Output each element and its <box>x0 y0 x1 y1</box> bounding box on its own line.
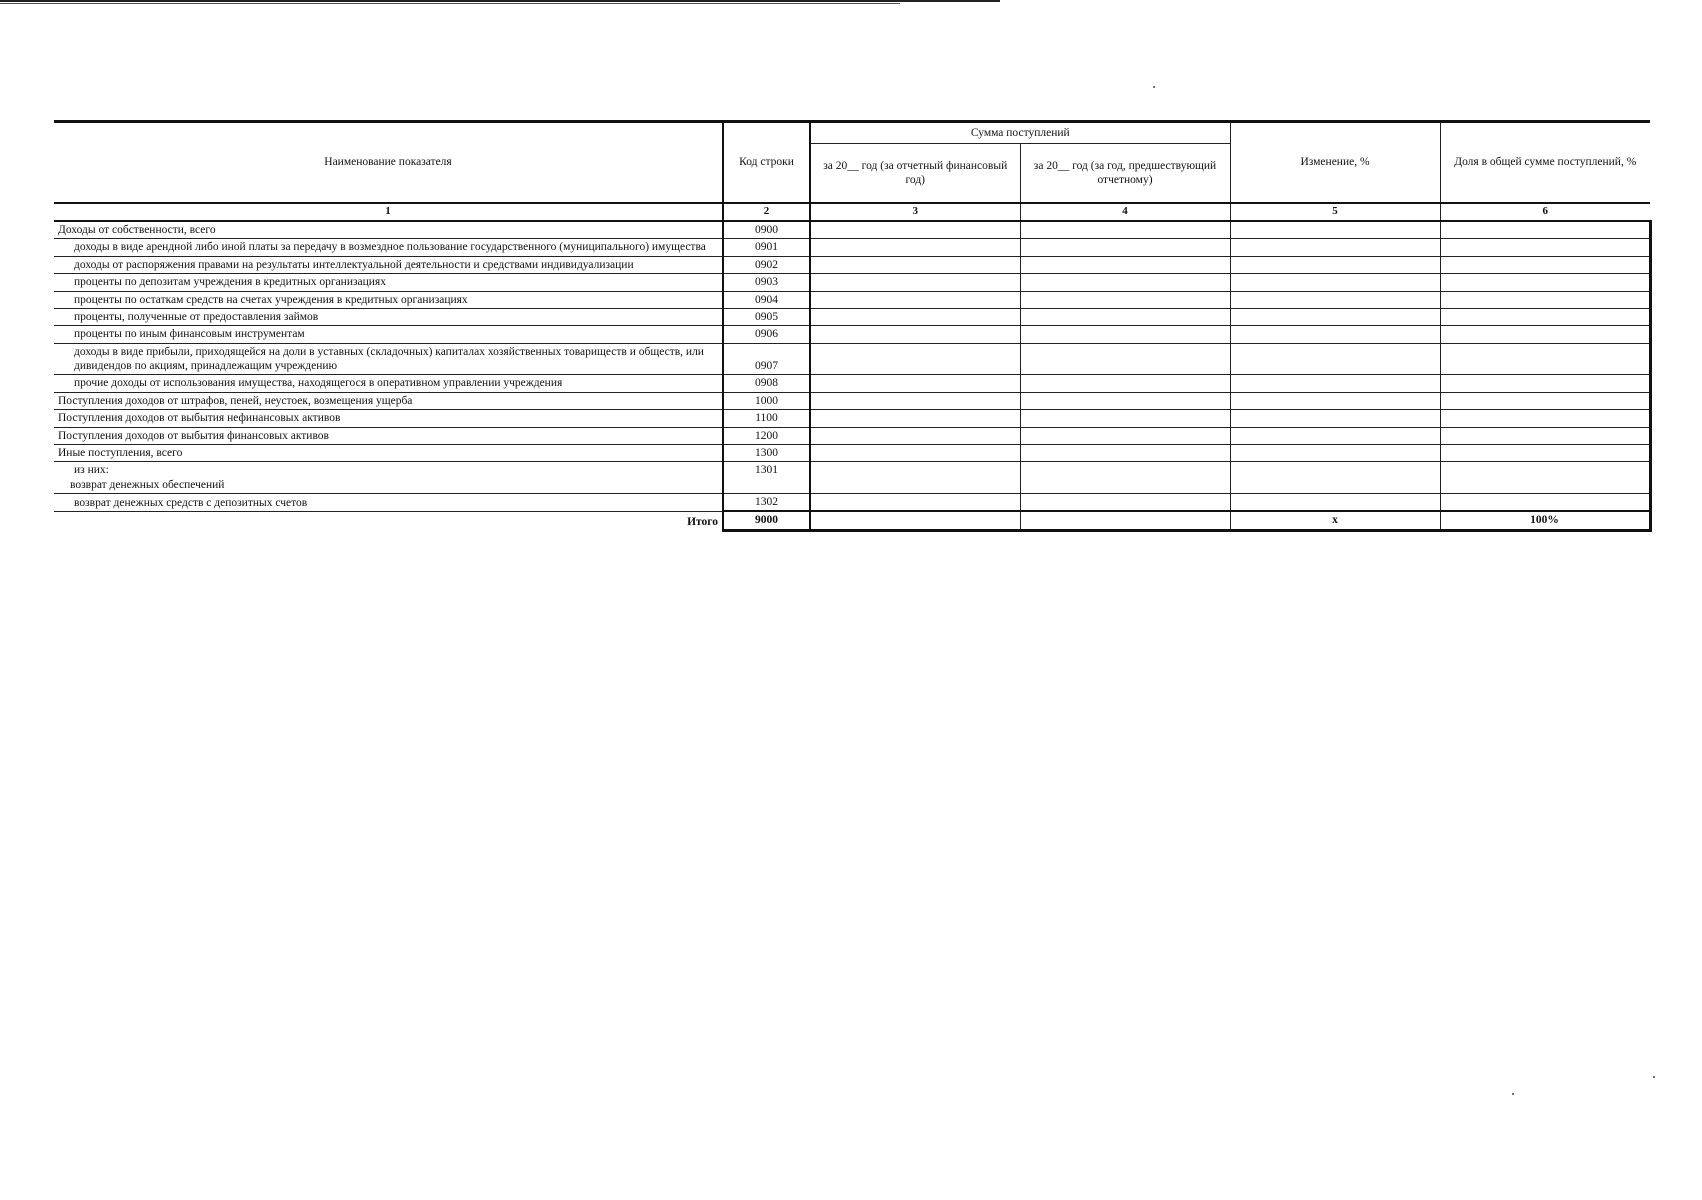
cell-change[interactable] <box>1230 494 1440 512</box>
row-code: 1000 <box>723 392 810 409</box>
table-row <box>54 343 1650 375</box>
row-label: доходы в виде арендной либо иной платы за передачу в возмездное пользование государственного (муниципального) имущества <box>54 239 723 256</box>
cell-previous-year[interactable] <box>1020 392 1230 409</box>
row-label: доходы в виде прибыли, приходящейся на доли в уставных (складочных) капиталах хозяйственных товариществ и обществ, или дивидендов по акциям, принадлежащим учреждению <box>54 343 723 375</box>
cell-previous-year[interactable] <box>1020 256 1230 273</box>
cell-reporting-year[interactable] <box>810 274 1020 291</box>
scan-speck <box>1653 1076 1655 1078</box>
cell-reporting-year[interactable] <box>810 291 1020 308</box>
cell-share[interactable] <box>1440 274 1650 291</box>
row-label: Поступления доходов от штрафов, пеней, неустоек, возмещения ущерба <box>54 392 723 409</box>
total-change: x <box>1230 511 1440 530</box>
row-label-line: возврат денежных обеспечений <box>70 478 225 491</box>
cell-share[interactable] <box>1440 462 1650 494</box>
total-row <box>54 511 1650 530</box>
header-code: Код строки <box>723 122 810 204</box>
row-label: прочие доходы от использования имущества, находящегося в оперативном управлении учреждения <box>54 375 723 392</box>
cell-previous-year[interactable] <box>1020 239 1230 256</box>
table-row <box>54 326 1650 343</box>
cell-change[interactable] <box>1230 444 1440 461</box>
cell-share[interactable] <box>1440 291 1650 308</box>
cell-share[interactable] <box>1440 221 1650 239</box>
table-row <box>54 462 1650 494</box>
cell-previous-year[interactable] <box>1020 375 1230 392</box>
cell-previous-year[interactable] <box>1020 221 1230 239</box>
cell-share[interactable] <box>1440 427 1650 444</box>
column-number: 5 <box>1230 203 1440 221</box>
cell-previous-year[interactable] <box>1020 343 1230 375</box>
row-code: 0904 <box>723 291 810 308</box>
row-label: Поступления доходов от выбытия нефинансовых активов <box>54 410 723 427</box>
cell-reporting-year[interactable] <box>810 392 1020 409</box>
table-row <box>54 375 1650 392</box>
table-row <box>54 274 1650 291</box>
cell-previous-year[interactable] <box>1020 274 1230 291</box>
cell-share[interactable] <box>1440 308 1650 325</box>
cell-change[interactable] <box>1230 308 1440 325</box>
cell-reporting-year[interactable] <box>810 444 1020 461</box>
cell-change[interactable] <box>1230 343 1440 375</box>
scan-speck <box>1512 1093 1514 1095</box>
cell-share[interactable] <box>1440 410 1650 427</box>
row-code: 1100 <box>723 410 810 427</box>
cell-previous-year[interactable] <box>1020 427 1230 444</box>
table-row <box>54 239 1650 256</box>
table-row <box>54 308 1650 325</box>
row-label: проценты, полученные от предоставления займов <box>54 308 723 325</box>
income-report-table <box>54 120 1652 532</box>
header-change: Изменение, % <box>1230 122 1440 204</box>
row-code: 0903 <box>723 274 810 291</box>
cell-previous-year[interactable] <box>1020 444 1230 461</box>
cell-change[interactable] <box>1230 410 1440 427</box>
cell-share[interactable] <box>1440 494 1650 512</box>
cell-reporting-year[interactable] <box>810 308 1020 325</box>
row-label: проценты по иным финансовым инструментам <box>54 326 723 343</box>
header-name: Наименование показателя <box>54 122 723 204</box>
row-code: 1302 <box>723 494 810 512</box>
scan-edge-line <box>0 0 1000 2</box>
cell-previous-year[interactable] <box>1020 326 1230 343</box>
cell-change[interactable] <box>1230 239 1440 256</box>
row-label: доходы от распоряжения правами на результаты интеллектуальной деятельности и средствами индивидуализации <box>54 256 723 273</box>
cell-previous-year[interactable] <box>1020 494 1230 512</box>
scan-speck <box>1153 86 1155 88</box>
scan-edge-line <box>0 3 900 4</box>
table-row <box>54 291 1650 308</box>
row-code: 1300 <box>723 444 810 461</box>
column-number: 2 <box>723 203 810 221</box>
total-code: 9000 <box>723 511 810 530</box>
row-label: Доходы от собственности, всего <box>54 221 723 239</box>
total-share: 100% <box>1440 511 1650 530</box>
table-row <box>54 494 1650 512</box>
header-reporting-year: за 20__ год (за отчетный финансовый год) <box>810 144 1020 204</box>
cell-previous-year[interactable] <box>1020 308 1230 325</box>
cell-previous-year[interactable] <box>1020 462 1230 494</box>
total-reporting-year[interactable] <box>810 511 1020 530</box>
cell-share[interactable] <box>1440 444 1650 461</box>
row-code: 0902 <box>723 256 810 273</box>
column-number: 3 <box>810 203 1020 221</box>
row-label <box>54 462 723 494</box>
row-code: 0905 <box>723 308 810 325</box>
cell-change[interactable] <box>1230 221 1440 239</box>
row-label: Поступления доходов от выбытия финансовых активов <box>54 427 723 444</box>
cell-change[interactable] <box>1230 326 1440 343</box>
cell-change[interactable] <box>1230 462 1440 494</box>
header-share: Доля в общей сумме поступлений, % <box>1440 122 1650 204</box>
row-label: проценты по депозитам учреждения в кредитных организациях <box>54 274 723 291</box>
cell-share[interactable] <box>1440 326 1650 343</box>
table-row <box>54 427 1650 444</box>
row-label: проценты по остаткам средств на счетах учреждения в кредитных организациях <box>54 291 723 308</box>
cell-change[interactable] <box>1230 427 1440 444</box>
cell-reporting-year[interactable] <box>810 239 1020 256</box>
cell-share[interactable] <box>1440 343 1650 375</box>
row-code: 0901 <box>723 239 810 256</box>
table-row <box>54 410 1650 427</box>
cell-reporting-year[interactable] <box>810 375 1020 392</box>
table-row <box>54 444 1650 461</box>
cell-reporting-year[interactable] <box>810 326 1020 343</box>
cell-share[interactable] <box>1440 256 1650 273</box>
row-code: 0906 <box>723 326 810 343</box>
cell-reporting-year[interactable] <box>810 427 1020 444</box>
cell-reporting-year[interactable] <box>810 343 1020 375</box>
cell-change[interactable] <box>1230 392 1440 409</box>
row-code: 0908 <box>723 375 810 392</box>
cell-reporting-year[interactable] <box>810 256 1020 273</box>
total-previous-year[interactable] <box>1020 511 1230 530</box>
row-label-line: из них: <box>74 464 109 477</box>
column-number: 6 <box>1440 203 1650 221</box>
header-receipts-group: Сумма поступлений <box>810 122 1230 144</box>
row-code: 1200 <box>723 427 810 444</box>
cell-share[interactable] <box>1440 375 1650 392</box>
cell-change[interactable] <box>1230 256 1440 273</box>
cell-previous-year[interactable] <box>1020 291 1230 308</box>
cell-previous-year[interactable] <box>1020 410 1230 427</box>
cell-change[interactable] <box>1230 375 1440 392</box>
cell-reporting-year[interactable] <box>810 494 1020 512</box>
cell-share[interactable] <box>1440 239 1650 256</box>
row-code: 0907 <box>723 343 810 375</box>
cell-reporting-year[interactable] <box>810 410 1020 427</box>
row-code: 0900 <box>723 221 810 239</box>
row-label: Иные поступления, всего <box>54 444 723 461</box>
cell-change[interactable] <box>1230 291 1440 308</box>
table-row <box>54 256 1650 273</box>
cell-reporting-year[interactable] <box>810 462 1020 494</box>
header-previous-year: за 20__ год (за год, предшествующий отчетному) <box>1020 144 1230 204</box>
table-row <box>54 221 1650 239</box>
cell-change[interactable] <box>1230 274 1440 291</box>
cell-share[interactable] <box>1440 392 1650 409</box>
row-label: возврат денежных средств с депозитных счетов <box>54 494 723 512</box>
column-number: 4 <box>1020 203 1230 221</box>
column-number: 1 <box>54 203 723 221</box>
table-row <box>54 392 1650 409</box>
cell-reporting-year[interactable] <box>810 221 1020 239</box>
row-code: 1301 <box>723 462 810 494</box>
total-label: Итого <box>687 515 718 528</box>
